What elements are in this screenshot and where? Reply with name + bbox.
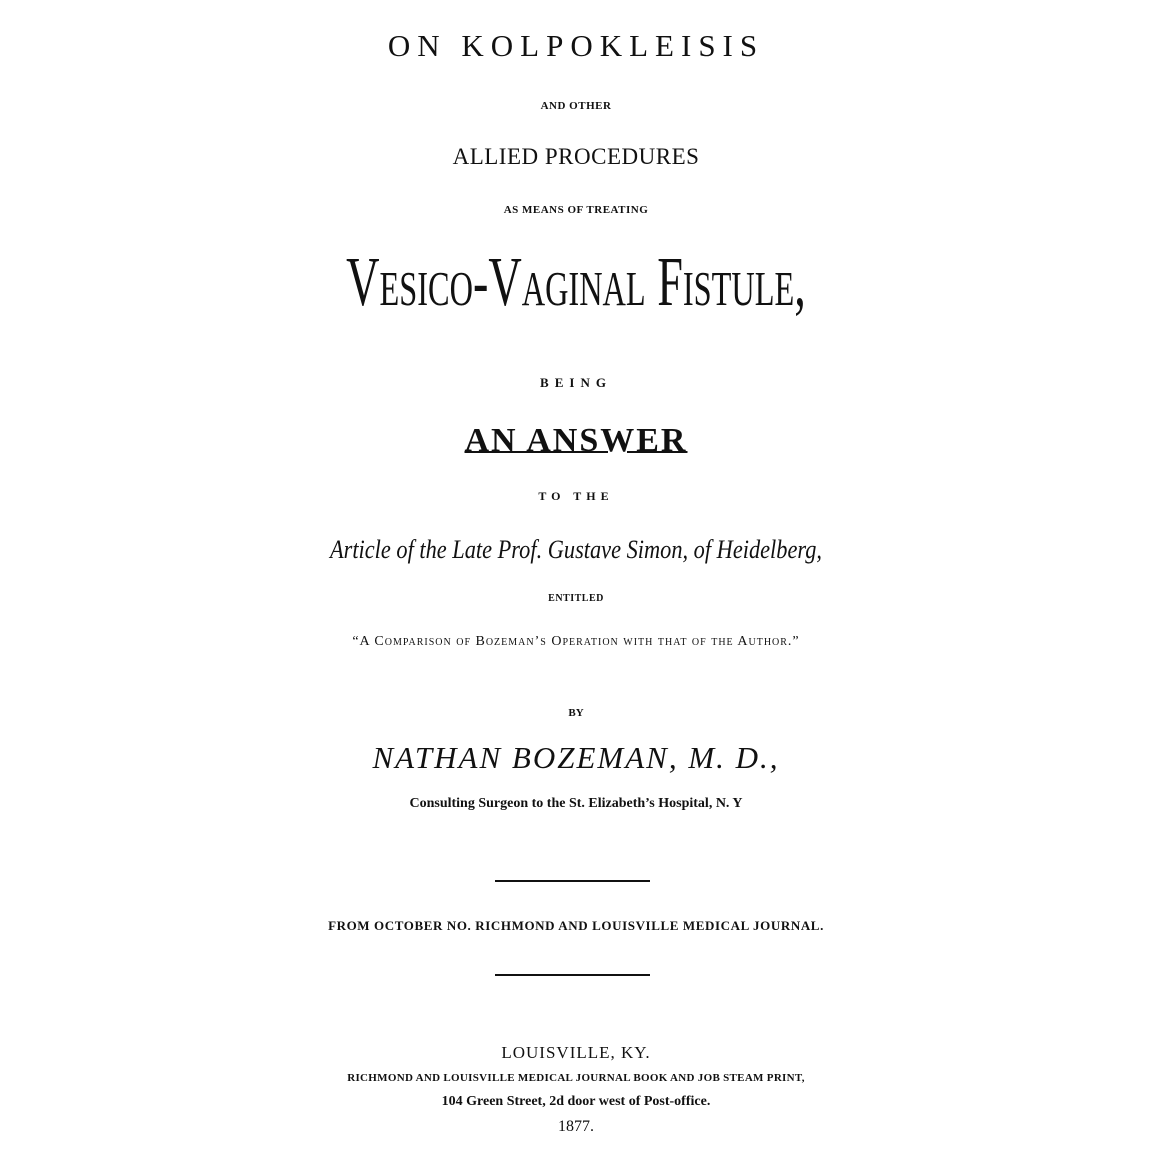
book-title: ON KOLPOKLEISIS [387, 28, 765, 63]
author-affiliation: Consulting Surgeon to the St. Elizabeth’s Hospital, N. Y [409, 796, 743, 811]
imprint-year: 1877. [558, 1118, 594, 1135]
main-title: Vesico-Vaginal Fistule, [346, 244, 806, 321]
imprint-city: LOUISVILLE, KY. [501, 1043, 651, 1062]
source-journal: FROM OCTOBER NO. RICHMOND AND LOUISVILLE MEDICAL JOURNAL. [328, 918, 824, 933]
to-the-text: TO THE [538, 489, 614, 503]
being-text: BEING [540, 375, 612, 390]
imprint-address: 104 Green Street, 2d door west of Post-office. [441, 1094, 711, 1109]
an-answer-heading: AN ANSWER [464, 422, 688, 459]
article-reference: Article of the Late Prof. Gustave Simon, of Heidelberg, [329, 535, 823, 564]
allied-procedures-text: ALLIED PROCEDURES [452, 144, 700, 169]
author-name: NATHAN BOZEMAN, M. D., [372, 740, 780, 775]
as-means-text: AS MEANS OF TREATING [503, 204, 649, 216]
by-text: BY [568, 707, 584, 719]
entitled-text: ENTITLED [548, 593, 604, 604]
comparison-title: “A Comparison of Bozeman’s Operation with that of the Author.” [352, 634, 800, 649]
divider-rule-top [495, 880, 650, 882]
and-other-text: AND OTHER [540, 100, 612, 112]
divider-rule-bottom [495, 974, 650, 976]
imprint-printer: RICHMOND AND LOUISVILLE MEDICAL JOURNAL BOOK AND JOB STEAM PRINT, [347, 1072, 805, 1084]
